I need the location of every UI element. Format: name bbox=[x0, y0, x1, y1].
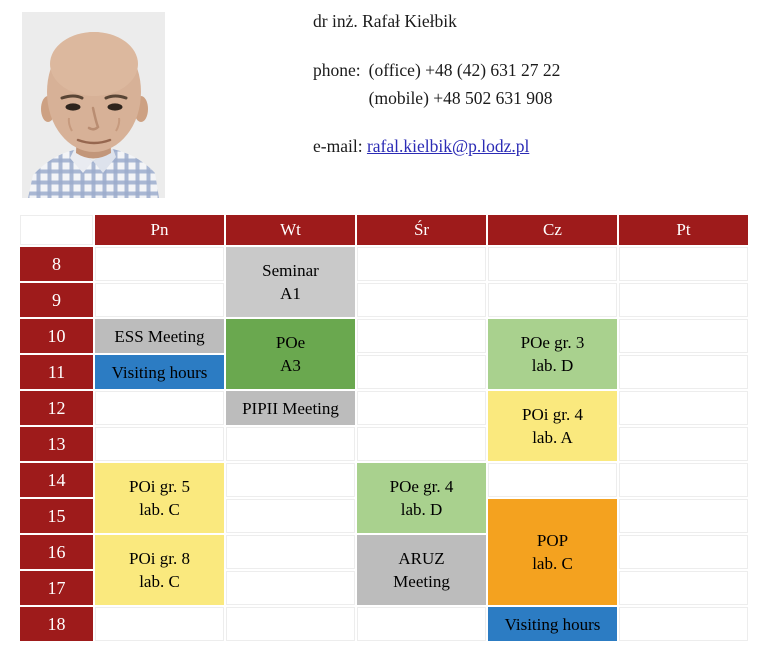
hour-label-11: 11 bbox=[20, 355, 93, 389]
event-line: POe gr. 3 bbox=[520, 333, 585, 352]
profile-photo bbox=[22, 12, 165, 198]
event-line: Meeting bbox=[393, 572, 450, 591]
row-hour-10 bbox=[20, 319, 748, 353]
event-poe-gr4-lab-d bbox=[357, 463, 486, 533]
slot-cz-14 bbox=[488, 463, 617, 497]
event-line: POi gr. 5 bbox=[129, 477, 190, 496]
slot-sr-18 bbox=[357, 607, 486, 641]
profile-header bbox=[0, 0, 769, 213]
event-line: ESS Meeting bbox=[114, 326, 205, 346]
slot-pt-11 bbox=[619, 355, 748, 389]
slot-pt-15 bbox=[619, 499, 748, 533]
row-hour-18 bbox=[20, 607, 748, 641]
event-line: ARUZ bbox=[398, 549, 445, 568]
phone-block bbox=[313, 56, 560, 112]
slot-wt-16 bbox=[226, 535, 355, 569]
hour-label-15: 15 bbox=[20, 499, 93, 533]
slot-pt-17 bbox=[619, 571, 748, 605]
email-block bbox=[313, 132, 560, 160]
event-seminar-a1 bbox=[226, 247, 355, 317]
slot-cz-9 bbox=[488, 283, 617, 317]
event-pipii-meeting bbox=[226, 391, 355, 425]
event-line: lab. D bbox=[531, 356, 574, 375]
slot-wt-14 bbox=[226, 463, 355, 497]
row-hour-13 bbox=[20, 427, 748, 461]
event-line: lab. C bbox=[532, 554, 573, 573]
event-poi-gr4-lab-a bbox=[488, 391, 617, 461]
slot-sr-11 bbox=[357, 355, 486, 389]
slot-pt-14 bbox=[619, 463, 748, 497]
slot-pt-10 bbox=[619, 319, 748, 353]
event-ess-meeting bbox=[95, 319, 224, 353]
day-header-cz: Cz bbox=[488, 215, 617, 245]
slot-pn-13 bbox=[95, 427, 224, 461]
event-aruz-meeting bbox=[357, 535, 486, 605]
weekly-timetable bbox=[18, 213, 750, 643]
event-line: POP bbox=[536, 531, 569, 550]
event-line: Visiting hours bbox=[111, 362, 208, 382]
event-line: A1 bbox=[280, 284, 301, 303]
hour-label-17: 17 bbox=[20, 571, 93, 605]
slot-sr-9 bbox=[357, 283, 486, 317]
slot-wt-17 bbox=[226, 571, 355, 605]
event-line: A3 bbox=[280, 356, 301, 375]
slot-pn-8 bbox=[95, 247, 224, 281]
hour-label-13: 13 bbox=[20, 427, 93, 461]
event-line: lab. C bbox=[139, 500, 180, 519]
row-hour-14 bbox=[20, 463, 748, 497]
event-poe-a3 bbox=[226, 319, 355, 389]
corner-cell bbox=[20, 215, 93, 245]
event-line: lab. C bbox=[139, 572, 180, 591]
phone-office: (office) +48 (42) 631 27 22 bbox=[368, 60, 561, 80]
day-header-wt: Wt bbox=[226, 215, 355, 245]
slot-pt-12 bbox=[619, 391, 748, 425]
slot-sr-12 bbox=[357, 391, 486, 425]
row-hour-11 bbox=[20, 355, 748, 389]
event-poi-gr8-lab-c bbox=[95, 535, 224, 605]
slot-pt-13 bbox=[619, 427, 748, 461]
event-line: POe bbox=[275, 333, 306, 352]
event-poi-gr5-lab-c bbox=[95, 463, 224, 533]
contact-info bbox=[313, 8, 560, 160]
email-label: e-mail: bbox=[313, 136, 363, 156]
slot-sr-8 bbox=[357, 247, 486, 281]
event-line: PIPII Meeting bbox=[242, 398, 339, 418]
slot-pt-9 bbox=[619, 283, 748, 317]
slot-wt-15 bbox=[226, 499, 355, 533]
phone-label: phone: bbox=[313, 60, 361, 80]
row-hour-16 bbox=[20, 535, 748, 569]
row-hour-9 bbox=[20, 283, 748, 317]
event-line: Seminar bbox=[262, 261, 319, 280]
slot-pt-18 bbox=[619, 607, 748, 641]
event-visiting-hours-pn bbox=[95, 355, 224, 389]
hour-label-10: 10 bbox=[20, 319, 93, 353]
event-line: POe gr. 4 bbox=[389, 477, 454, 496]
slot-pn-18 bbox=[95, 607, 224, 641]
slot-sr-10 bbox=[357, 319, 486, 353]
email-link[interactable]: rafal.kielbik@p.lodz.pl bbox=[366, 136, 530, 156]
slot-sr-13 bbox=[357, 427, 486, 461]
event-pop-lab-c bbox=[488, 499, 617, 605]
slot-pn-9 bbox=[95, 283, 224, 317]
slot-pt-8 bbox=[619, 247, 748, 281]
slot-wt-18 bbox=[226, 607, 355, 641]
event-line: POi gr. 4 bbox=[522, 405, 583, 424]
day-header-pt: Pt bbox=[619, 215, 748, 245]
event-poe-gr3-lab-d bbox=[488, 319, 617, 389]
hour-label-18: 18 bbox=[20, 607, 93, 641]
event-line: POi gr. 8 bbox=[129, 549, 190, 568]
person-name: dr inż. Rafał Kiełbik bbox=[313, 11, 457, 31]
hour-label-14: 14 bbox=[20, 463, 93, 497]
slot-wt-13 bbox=[226, 427, 355, 461]
phone-mobile: (mobile) +48 502 631 908 bbox=[368, 88, 553, 108]
hour-label-16: 16 bbox=[20, 535, 93, 569]
row-hour-8 bbox=[20, 247, 748, 281]
row-hour-12 bbox=[20, 391, 748, 425]
day-header-pn: Pn bbox=[95, 215, 224, 245]
event-line: lab. D bbox=[400, 500, 443, 519]
day-header-row bbox=[20, 215, 748, 245]
event-line: Visiting hours bbox=[504, 614, 601, 634]
slot-pn-12 bbox=[95, 391, 224, 425]
hour-label-12: 12 bbox=[20, 391, 93, 425]
slot-cz-8 bbox=[488, 247, 617, 281]
hour-label-8: 8 bbox=[20, 247, 93, 281]
slot-pt-16 bbox=[619, 535, 748, 569]
event-visiting-hours-cz bbox=[488, 607, 617, 641]
day-header-sr: Śr bbox=[357, 215, 486, 245]
event-line: lab. A bbox=[532, 428, 573, 447]
hour-label-9: 9 bbox=[20, 283, 93, 317]
